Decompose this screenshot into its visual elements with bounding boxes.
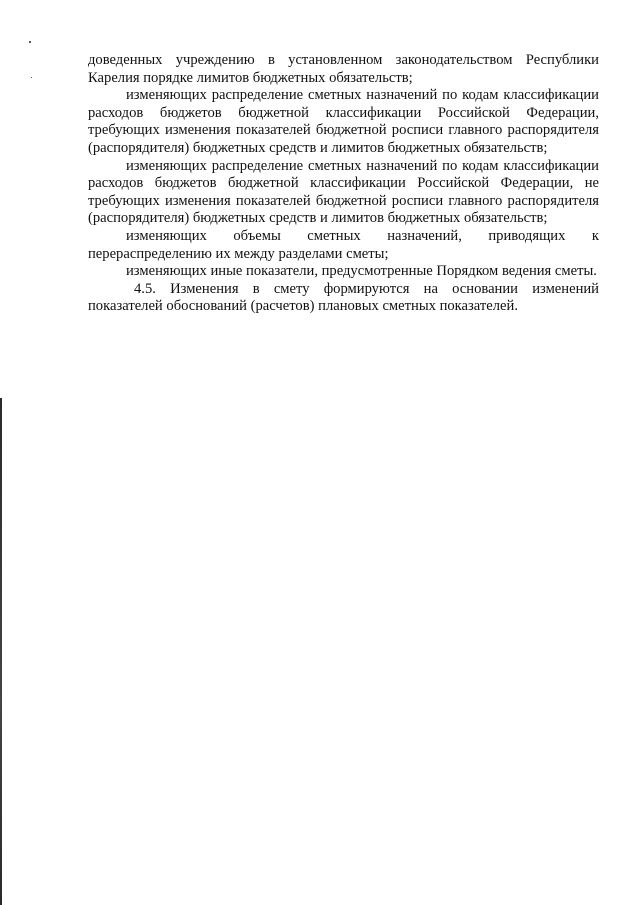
scan-speck [29,41,31,43]
scan-edge-shadow [0,398,2,905]
paragraph-continuation: доведенных учреждению в установленном законодательством Республики Карелия порядке лимитов бюджетных обязательств; [88,52,599,86]
paragraph-section-4-5: 4.5. Изменения в смету формируются на основании изменений показателей обоснований (расчетов) плановых сметных показателей. [88,280,599,315]
paragraph-redistribution-not-requiring-changes: изменяющих распределение сметных назначений по кодам классификации расходов бюджетов бюджетной классификации Российской Федерации, не требующих изменения показателей бюджетной росписи главного распорядителя (распорядителя) бюджетных средств и лимитов бюджетных обязательств; [88,157,599,227]
document-body [88,52,599,316]
scan-speck [31,77,32,78]
paragraph-volume-changes: изменяющих объемы сметных назначений, приводящих к перераспределению их между разделами сметы; [88,227,599,262]
paragraph-other-indicators: изменяющих иные показатели, предусмотренные Порядком ведения сметы. [126,263,597,280]
paragraph-redistribution-requiring-changes: изменяющих распределение сметных назначений по кодам классификации расходов бюджетов бюджетной классификации Российской Федерации, требующих изменения показателей бюджетной росписи главного распорядителя (распорядителя) бюджетных средств и лимитов бюджетных обязательств; [88,87,599,156]
